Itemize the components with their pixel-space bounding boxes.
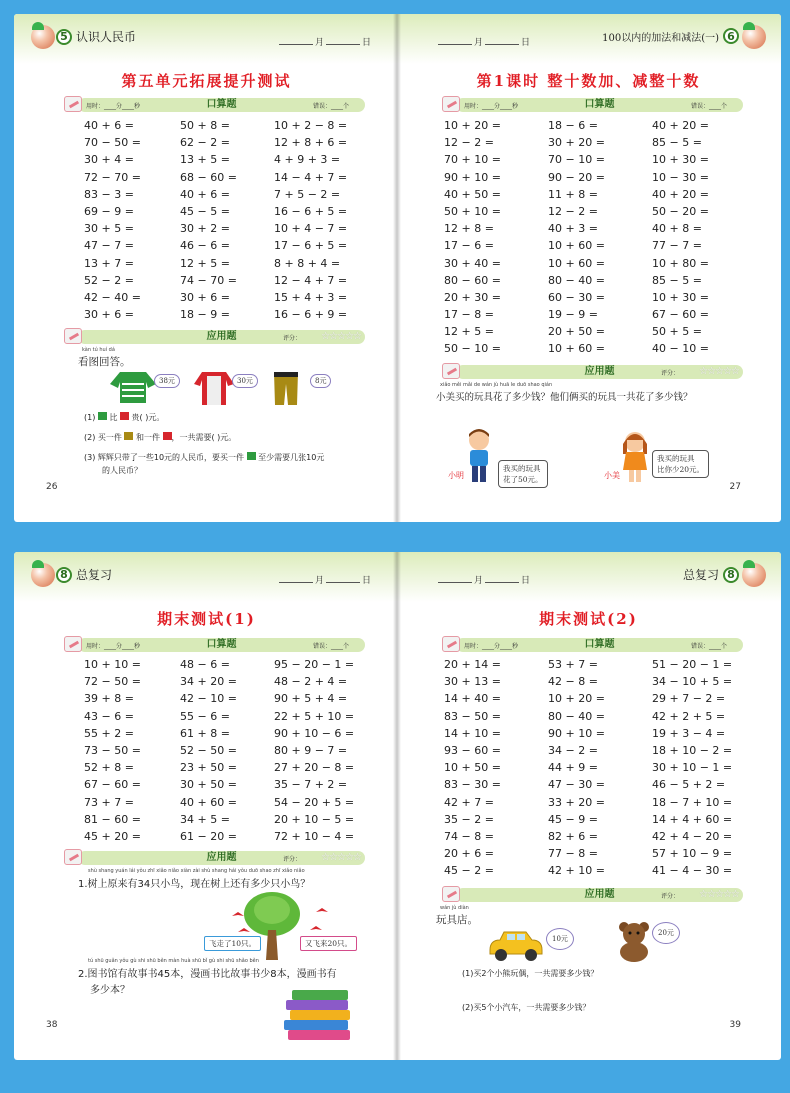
oral-problem: 30 + 13 = bbox=[444, 675, 501, 689]
oral-problem: 20 + 14 = bbox=[444, 658, 501, 671]
oral-problem: 70 − 50 = bbox=[84, 136, 141, 150]
date-field: 月 日 bbox=[436, 35, 530, 48]
oral-problem: 30 + 20 = bbox=[548, 136, 605, 150]
oral-problem: 12 + 8 + 6 = bbox=[274, 136, 348, 150]
label-fly-away: 飞走了10只。 bbox=[204, 936, 261, 951]
oral-problem: 30 + 6 = bbox=[180, 290, 230, 304]
oral-problem: 40 + 50 = bbox=[444, 187, 501, 201]
oral-problem: 10 + 20 = bbox=[444, 119, 501, 132]
oral-problem: 33 + 20 = bbox=[548, 795, 605, 809]
pinyin-line: shù shang yuán lái yǒu zhī xiǎo niǎo xiàn zài shù shang hái yǒu duō shao zhī xiǎo niǎo bbox=[88, 868, 305, 874]
oral-problem: 74 − 70 = bbox=[180, 273, 237, 287]
oral-problem: 14 + 40 = bbox=[444, 692, 501, 706]
oral-problem: 42 + 7 = bbox=[444, 795, 494, 809]
oral-problem: 30 + 10 − 1 = bbox=[652, 761, 733, 775]
oral-problem: 74 − 8 = bbox=[444, 829, 494, 843]
section-label: 口算题 bbox=[206, 639, 237, 650]
girl-icon bbox=[620, 430, 650, 484]
oral-problem: 10 + 80 = bbox=[652, 256, 709, 270]
oral-problem: 12 − 2 = bbox=[548, 204, 598, 218]
section-label: 应用题 bbox=[206, 331, 237, 342]
app-section-band bbox=[456, 365, 743, 379]
book-spread-bottom bbox=[10, 542, 780, 1064]
book-gutter bbox=[393, 14, 401, 522]
speech-bubble-boy: 我买的玩具 花了50元。 bbox=[498, 460, 548, 488]
oral-problem: 39 + 8 = bbox=[84, 692, 134, 706]
oral-problem: 29 + 7 − 2 = bbox=[652, 692, 726, 706]
oral-problem: 45 − 9 = bbox=[548, 812, 598, 826]
oral-problem: 42 + 4 − 20 = bbox=[652, 829, 733, 843]
oral-problem: 55 − 6 = bbox=[180, 709, 230, 723]
oral-problem: 52 + 8 = bbox=[84, 761, 134, 775]
oral-problem: 22 + 5 + 10 = bbox=[274, 709, 355, 723]
oral-problem: 10 + 60 = bbox=[548, 256, 605, 270]
page-title: 期末测试(2) bbox=[539, 610, 638, 628]
oral-problem: 13 + 7 = bbox=[84, 256, 134, 270]
mascot-icon bbox=[28, 560, 58, 590]
chapter-heading bbox=[56, 566, 112, 583]
oral-problem: 45 − 2 = bbox=[444, 864, 494, 878]
oral-problem: 80 − 40 = bbox=[548, 273, 605, 287]
time-field: 用时：____分____秒 bbox=[464, 103, 519, 110]
errors-field: 错误：____个 bbox=[312, 643, 349, 650]
oral-problem: 90 − 20 = bbox=[548, 170, 605, 184]
page-number: 39 bbox=[729, 1020, 741, 1030]
oral-problem: 90 + 10 = bbox=[444, 170, 501, 184]
oral-problem: 82 + 6 = bbox=[548, 829, 598, 843]
page-number: 27 bbox=[729, 482, 741, 492]
oral-problem: 20 + 30 = bbox=[444, 290, 501, 304]
oral-problem: 45 − 5 = bbox=[180, 204, 230, 218]
section-label: 应用题 bbox=[206, 852, 237, 863]
oral-problem: 10 + 60 = bbox=[548, 342, 605, 356]
oral-problem: 17 − 8 = bbox=[444, 308, 494, 322]
oral-problem: 72 + 10 − 4 = bbox=[274, 829, 355, 843]
price-tag-car: 10元 bbox=[546, 928, 574, 950]
errors-field: 错误：____个 bbox=[690, 103, 727, 110]
oral-problem-grid bbox=[84, 656, 369, 845]
page-number: 26 bbox=[46, 482, 58, 492]
oral-problem: 73 − 50 = bbox=[84, 743, 141, 757]
page-38 bbox=[14, 552, 399, 1060]
oral-problem: 34 − 10 + 5 = bbox=[652, 675, 733, 689]
oral-problem: 83 − 50 = bbox=[444, 709, 501, 723]
oral-problem: 42 − 8 = bbox=[548, 675, 598, 689]
oral-problem: 40 − 10 = bbox=[652, 342, 709, 356]
oral-problem: 18 − 9 = bbox=[180, 308, 230, 322]
question-1: (1) 比 贵( )元。 bbox=[84, 413, 165, 422]
time-field: 用时：____分____秒 bbox=[86, 643, 141, 650]
star-rating-icon: ☆☆☆☆☆ bbox=[699, 366, 739, 377]
oral-problem: 20 + 6 = bbox=[444, 847, 494, 861]
chapter-title: 总复习 bbox=[682, 568, 719, 582]
question-3: (3) 辉辉只带了一些10元的人民币，要买一件 至少需要几张10元 bbox=[84, 453, 325, 462]
price-tag-pants: 8元 bbox=[310, 374, 331, 388]
oral-problem: 10 + 20 = bbox=[548, 692, 605, 706]
oral-problem: 47 − 30 = bbox=[548, 778, 605, 792]
oral-problem: 11 + 8 = bbox=[548, 187, 598, 201]
oral-problem: 10 − 30 = bbox=[652, 170, 709, 184]
oral-problem-grid bbox=[84, 117, 369, 323]
section-label: 口算题 bbox=[206, 99, 237, 110]
oral-problem: 16 − 6 + 5 = bbox=[274, 204, 348, 218]
page-39 bbox=[396, 552, 781, 1060]
mascot-icon bbox=[739, 560, 769, 590]
section-label: 应用题 bbox=[584, 889, 615, 900]
oral-problem: 30 + 6 = bbox=[84, 308, 134, 322]
oral-problem: 55 + 2 = bbox=[84, 726, 134, 740]
oral-problem: 46 − 6 = bbox=[180, 239, 230, 253]
question-1: 1.树上原来有34只小鸟，现在树上还有多少只小鸟？ bbox=[78, 879, 311, 890]
section-label: 口算题 bbox=[584, 99, 615, 110]
oral-problem: 27 + 20 − 8 = bbox=[274, 761, 355, 775]
errors-field: 错误：____个 bbox=[312, 103, 349, 110]
oral-problem: 10 + 50 = bbox=[444, 761, 501, 775]
question-intro: 玩具店。 bbox=[436, 914, 478, 926]
oral-problem: 73 + 7 = bbox=[84, 795, 134, 809]
app-section-band bbox=[456, 888, 743, 902]
app-section-band bbox=[78, 330, 365, 344]
page-title: 期末测试(1) bbox=[157, 610, 256, 628]
oral-problem: 20 + 10 − 5 = bbox=[274, 812, 355, 826]
oral-problem: 40 + 20 = bbox=[652, 119, 709, 132]
price-tag-jacket: 30元 bbox=[232, 374, 258, 388]
oral-problem: 72 − 70 = bbox=[84, 170, 141, 184]
star-rating-icon: ☆☆☆☆☆ bbox=[699, 889, 739, 900]
oral-problem: 52 − 2 = bbox=[84, 273, 134, 287]
page-title: 第五单元拓展提升测试 bbox=[121, 72, 292, 90]
score-field: 评分： bbox=[282, 856, 301, 863]
oral-problem: 50 + 10 = bbox=[444, 204, 501, 218]
oral-problem: 40 + 8 = bbox=[652, 222, 702, 236]
oral-problem: 83 − 3 = bbox=[84, 187, 134, 201]
oral-problem: 34 + 20 = bbox=[180, 675, 237, 689]
chapter-heading bbox=[683, 566, 739, 583]
page-title: 第1课时 整十数加、减整十数 bbox=[476, 72, 701, 90]
oral-problem: 85 − 5 = bbox=[652, 136, 702, 150]
oral-problem: 30 + 50 = bbox=[180, 778, 237, 792]
date-field: 月 日 bbox=[277, 35, 371, 48]
oral-problem: 50 − 20 = bbox=[652, 204, 709, 218]
oral-problem: 40 + 3 = bbox=[548, 222, 598, 236]
oral-problem: 34 + 5 = bbox=[180, 812, 230, 826]
oral-problem: 14 + 4 + 60 = bbox=[652, 812, 733, 826]
question-2-cont: 多少本？ bbox=[90, 985, 130, 996]
oral-problem: 57 + 10 − 9 = bbox=[652, 847, 733, 861]
oral-section-band bbox=[78, 638, 365, 652]
question-text: 小美买的玩具花了多少钱？他们俩买的玩具一共花了多少钱？ bbox=[436, 392, 693, 403]
oral-problem: 47 − 7 = bbox=[84, 239, 134, 253]
speech-bubble-girl: 我买的玩具 比你少20元。 bbox=[652, 450, 709, 478]
boy-icon bbox=[464, 428, 494, 484]
oral-problem: 61 − 20 = bbox=[180, 829, 237, 843]
oral-problem: 80 − 40 = bbox=[548, 709, 605, 723]
oral-problem: 90 + 5 + 4 = bbox=[274, 692, 348, 706]
oral-problem: 85 − 5 = bbox=[652, 273, 702, 287]
pinyin-line: tú shū guǎn yǒu gù shi shū běn màn huà shū bǐ gù shi shū shǎo běn bbox=[88, 958, 259, 964]
oral-problem: 40 + 20 = bbox=[652, 187, 709, 201]
page-27 bbox=[396, 14, 781, 522]
app-section-band bbox=[78, 851, 365, 865]
oral-problem: 93 − 60 = bbox=[444, 743, 501, 757]
chapter-heading bbox=[602, 28, 739, 44]
oral-problem: 77 − 7 = bbox=[652, 239, 702, 253]
score-field: 评分： bbox=[660, 370, 679, 377]
oral-problem: 72 − 50 = bbox=[84, 675, 141, 689]
toy-car-icon bbox=[486, 928, 544, 962]
girl-name: 小美 bbox=[604, 471, 620, 480]
oral-problem: 18 + 10 − 2 = bbox=[652, 743, 733, 757]
oral-problem: 80 + 9 − 7 = bbox=[274, 743, 348, 757]
chapter-number: 8 bbox=[56, 567, 72, 583]
oral-problem: 68 − 60 = bbox=[180, 170, 237, 184]
oral-problem: 70 − 10 = bbox=[548, 153, 605, 167]
pinyin-line: kàn tú huí dá bbox=[82, 347, 115, 353]
book-spread-top bbox=[10, 4, 780, 526]
oral-section-band bbox=[456, 98, 743, 112]
question-intro: 看图回答。 bbox=[78, 356, 131, 368]
chapter-number: 8 bbox=[723, 567, 739, 583]
oral-problem: 10 + 2 − 8 = bbox=[274, 119, 348, 132]
oral-problem-grid bbox=[444, 117, 742, 358]
oral-problem: 90 + 10 − 6 = bbox=[274, 726, 355, 740]
oral-problem: 50 − 10 = bbox=[444, 342, 501, 356]
oral-problem: 7 + 5 − 2 = bbox=[274, 187, 341, 201]
oral-problem: 16 − 6 + 9 = bbox=[274, 308, 348, 322]
oral-problem: 44 + 9 = bbox=[548, 761, 598, 775]
oral-problem: 67 − 60 = bbox=[652, 308, 709, 322]
oral-problem: 90 + 10 = bbox=[548, 726, 605, 740]
section-label: 口算题 bbox=[584, 639, 615, 650]
oral-problem: 46 − 5 + 2 = bbox=[652, 778, 726, 792]
oral-problem: 12 − 4 + 7 = bbox=[274, 273, 348, 287]
books-icon bbox=[282, 988, 354, 1042]
oral-problem: 4 + 9 + 3 = bbox=[274, 153, 341, 167]
book-gutter bbox=[393, 552, 401, 1060]
oral-problem: 19 + 3 − 4 = bbox=[652, 726, 726, 740]
oral-problem: 10 + 10 = bbox=[84, 658, 141, 671]
oral-problem: 54 − 20 + 5 = bbox=[274, 795, 355, 809]
oral-problem: 10 + 30 = bbox=[652, 290, 709, 304]
oral-problem: 17 − 6 + 5 = bbox=[274, 239, 348, 253]
oral-problem: 42 + 2 + 5 = bbox=[652, 709, 726, 723]
oral-problem: 30 + 40 = bbox=[444, 256, 501, 270]
page-26 bbox=[14, 14, 399, 522]
oral-problem: 69 − 9 = bbox=[84, 204, 134, 218]
score-field: 评分： bbox=[660, 893, 679, 900]
pinyin-line: wán jù diàn bbox=[440, 905, 469, 911]
oral-problem: 20 + 50 = bbox=[548, 325, 605, 339]
price-tag-bear: 20元 bbox=[652, 922, 680, 944]
oral-problem: 60 − 30 = bbox=[548, 290, 605, 304]
score-field: 评分： bbox=[282, 335, 301, 342]
oral-problem: 95 − 20 − 1 = bbox=[274, 658, 355, 671]
oral-problem: 12 + 5 = bbox=[180, 256, 230, 270]
oral-section-band bbox=[456, 638, 743, 652]
oral-problem: 12 − 2 = bbox=[444, 136, 494, 150]
sweater-icon bbox=[110, 370, 156, 404]
label-fly-in: 又飞来20只。 bbox=[300, 936, 357, 951]
oral-problem: 51 − 20 − 1 = bbox=[652, 658, 733, 671]
oral-problem: 45 + 20 = bbox=[84, 829, 141, 843]
teddy-bear-icon bbox=[614, 920, 654, 962]
oral-problem: 13 + 5 = bbox=[180, 153, 230, 167]
oral-problem: 17 − 6 = bbox=[444, 239, 494, 253]
chapter-heading bbox=[56, 28, 136, 45]
oral-problem: 18 − 6 = bbox=[548, 119, 598, 132]
pants-icon bbox=[272, 370, 300, 406]
mascot-icon bbox=[28, 22, 58, 52]
question-2: 2.图书馆有故事书45本，漫画书比故事书少8本，漫画书有 bbox=[78, 969, 337, 980]
oral-problem: 19 − 9 = bbox=[548, 308, 598, 322]
oral-problem: 14 − 4 + 7 = bbox=[274, 170, 348, 184]
oral-problem: 40 + 6 = bbox=[180, 187, 230, 201]
oral-problem-grid bbox=[444, 656, 742, 879]
chapter-number: 5 bbox=[56, 29, 72, 45]
oral-problem: 42 − 40 = bbox=[84, 290, 141, 304]
oral-problem: 34 − 2 = bbox=[548, 743, 598, 757]
oral-problem: 12 + 5 = bbox=[444, 325, 494, 339]
oral-problem: 62 − 2 = bbox=[180, 136, 230, 150]
oral-problem: 67 − 60 = bbox=[84, 778, 141, 792]
oral-problem: 30 + 2 = bbox=[180, 222, 230, 236]
oral-problem: 35 − 7 + 2 = bbox=[274, 778, 348, 792]
star-rating-icon: ☆☆☆☆☆ bbox=[321, 852, 361, 863]
boy-name: 小明 bbox=[448, 471, 464, 480]
oral-problem: 81 − 60 = bbox=[84, 812, 141, 826]
pinyin-line: xiǎo měi mǎi de wán jù huā le duō shao qián bbox=[440, 382, 553, 388]
errors-field: 错误：____个 bbox=[690, 643, 727, 650]
oral-problem: 40 + 60 = bbox=[180, 795, 237, 809]
question-2: (2)买5个小汽车，一共需要多少钱？ bbox=[462, 1003, 591, 1012]
oral-problem: 43 − 6 = bbox=[84, 709, 134, 723]
oral-problem: 41 − 4 − 30 = bbox=[652, 864, 733, 878]
oral-problem: 50 + 5 = bbox=[652, 325, 702, 339]
chapter-title: 总复习 bbox=[76, 568, 113, 582]
oral-section-band bbox=[78, 98, 365, 112]
oral-problem: 61 + 8 = bbox=[180, 726, 230, 740]
oral-problem: 40 + 6 = bbox=[84, 119, 134, 132]
date-field: 月 日 bbox=[277, 573, 371, 586]
oral-problem: 10 + 30 = bbox=[652, 153, 709, 167]
jacket-icon bbox=[194, 370, 234, 406]
oral-problem: 52 − 50 = bbox=[180, 743, 237, 757]
oral-problem: 48 − 6 = bbox=[180, 658, 230, 671]
oral-problem: 42 − 10 = bbox=[180, 692, 237, 706]
oral-problem: 70 + 10 = bbox=[444, 153, 501, 167]
oral-problem: 15 + 4 + 3 = bbox=[274, 290, 348, 304]
oral-problem: 83 − 30 = bbox=[444, 778, 501, 792]
oral-problem: 8 + 8 + 4 = bbox=[274, 256, 341, 270]
oral-problem: 77 − 8 = bbox=[548, 847, 598, 861]
oral-problem: 30 + 5 = bbox=[84, 222, 134, 236]
question-3-cont: 的人民币？ bbox=[102, 466, 142, 475]
page-number: 38 bbox=[46, 1020, 58, 1030]
oral-problem: 80 − 60 = bbox=[444, 273, 501, 287]
chapter-number: 6 bbox=[723, 28, 739, 44]
question-1: (1)买2个小熊玩偶，一共需要多少钱？ bbox=[462, 969, 599, 978]
oral-problem: 12 + 8 = bbox=[444, 222, 494, 236]
oral-problem: 50 + 8 = bbox=[180, 119, 230, 132]
time-field: 用时：____分____秒 bbox=[464, 643, 519, 650]
oral-problem: 23 + 50 = bbox=[180, 761, 237, 775]
date-field: 月 日 bbox=[436, 573, 530, 586]
oral-problem: 42 + 10 = bbox=[548, 864, 605, 878]
chapter-title: 认识人民币 bbox=[76, 30, 137, 44]
mascot-icon bbox=[739, 22, 769, 52]
oral-problem: 30 + 4 = bbox=[84, 153, 134, 167]
oral-problem: 35 − 2 = bbox=[444, 812, 494, 826]
price-tag-sweater: 38元 bbox=[154, 374, 180, 388]
oral-problem: 18 − 7 + 10 = bbox=[652, 795, 733, 809]
oral-problem: 14 + 10 = bbox=[444, 726, 501, 740]
chapter-title: 100以内的加法和减法(一) bbox=[602, 32, 719, 44]
oral-problem: 48 − 2 + 4 = bbox=[274, 675, 348, 689]
oral-problem: 10 + 60 = bbox=[548, 239, 605, 253]
time-field: 用时：____分____秒 bbox=[86, 103, 141, 110]
oral-problem: 10 + 4 − 7 = bbox=[274, 222, 348, 236]
oral-problem: 53 + 7 = bbox=[548, 658, 598, 671]
section-label: 应用题 bbox=[584, 366, 615, 377]
question-2: (2) 买一件 和一件 ，一共需要( )元。 bbox=[84, 433, 237, 442]
star-rating-icon: ☆☆☆☆☆ bbox=[321, 331, 361, 342]
